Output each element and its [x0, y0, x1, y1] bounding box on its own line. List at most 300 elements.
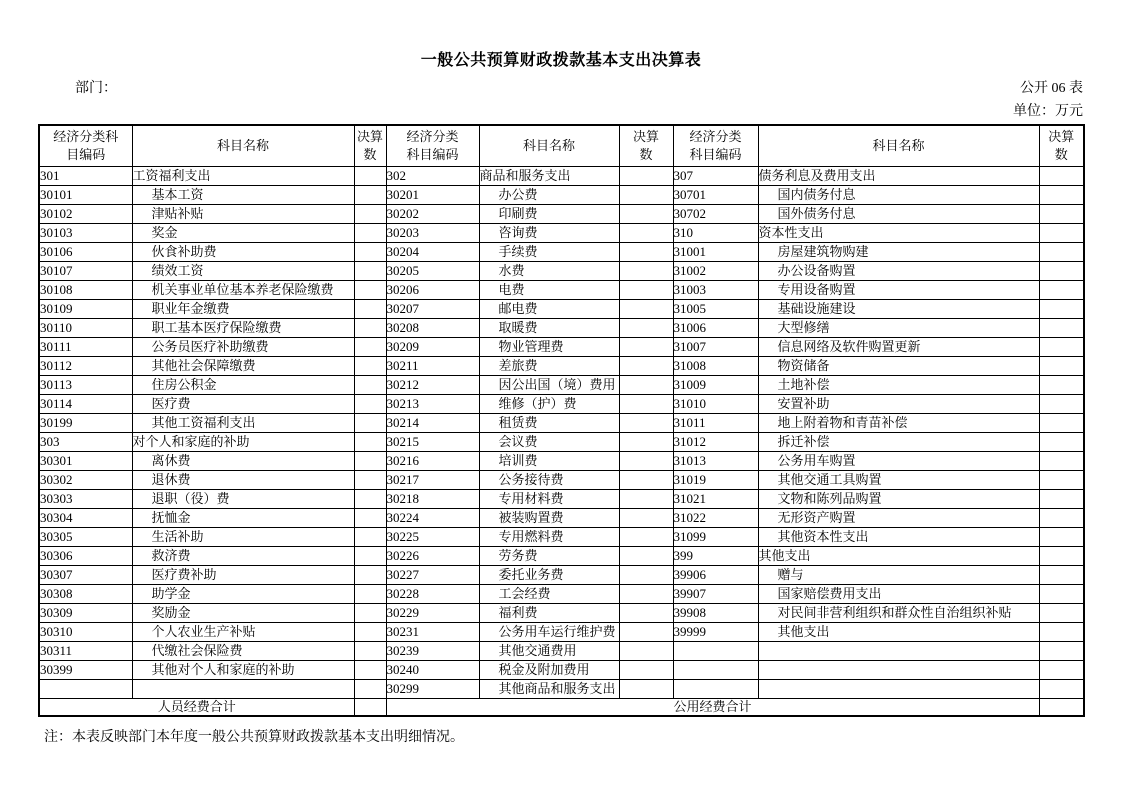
code-cell: 30307 [39, 565, 132, 584]
code-cell: 30305 [39, 527, 132, 546]
code-cell: 30306 [39, 546, 132, 565]
amount-cell [619, 337, 673, 356]
code-cell: 30107 [39, 261, 132, 280]
subject-name-cell: 对个人和家庭的补助 [132, 432, 354, 451]
amount-cell [354, 508, 386, 527]
subject-name-cell: 其他支出 [758, 546, 1039, 565]
subject-name-cell: 培训费 [479, 451, 619, 470]
table-row [39, 242, 1084, 261]
subject-name-cell: 其他交通工具购置 [758, 470, 1039, 489]
subject-name-cell: 公务员医疗补助缴费 [132, 337, 354, 356]
subject-name-cell: 拆迁补偿 [758, 432, 1039, 451]
table-row [39, 223, 1084, 242]
amount-cell [1039, 489, 1084, 508]
code-cell: 30202 [386, 204, 479, 223]
code-cell: 30205 [386, 261, 479, 280]
code-cell: 30199 [39, 413, 132, 432]
table-row [39, 337, 1084, 356]
amount-cell [354, 565, 386, 584]
amount-cell [354, 660, 386, 679]
amount-cell [1039, 679, 1084, 698]
subject-name-cell: 福利费 [479, 603, 619, 622]
amount-cell [619, 489, 673, 508]
subject-name-cell: 水费 [479, 261, 619, 280]
subject-name-cell: 其他资本性支出 [758, 527, 1039, 546]
amount-cell [619, 470, 673, 489]
table-row [39, 166, 1084, 185]
subject-name-cell: 委托业务费 [479, 565, 619, 584]
amount-cell [354, 489, 386, 508]
table-row [39, 375, 1084, 394]
table-row [39, 584, 1084, 603]
amount-cell [1039, 337, 1084, 356]
amount-cell [1039, 603, 1084, 622]
header-amount-2: 决算数 [619, 125, 673, 166]
amount-cell [619, 603, 673, 622]
amount-cell [1039, 394, 1084, 413]
code-cell: 30102 [39, 204, 132, 223]
subject-name-cell: 其他支出 [758, 622, 1039, 641]
amount-cell [619, 299, 673, 318]
amount-cell [619, 375, 673, 394]
subject-name-cell: 退休费 [132, 470, 354, 489]
code-cell: 30212 [386, 375, 479, 394]
header-row [39, 125, 1084, 166]
subject-name-cell: 信息网络及软件购置更新 [758, 337, 1039, 356]
amount-cell [1039, 432, 1084, 451]
subject-name-cell: 工资福利支出 [132, 166, 354, 185]
code-cell: 30216 [386, 451, 479, 470]
code-cell: 30110 [39, 318, 132, 337]
code-cell: 30207 [386, 299, 479, 318]
code-cell: 31001 [673, 242, 758, 261]
subject-name-cell: 工会经费 [479, 584, 619, 603]
subject-name-cell: 土地补偿 [758, 375, 1039, 394]
subject-name-cell [758, 641, 1039, 660]
amount-cell [1039, 280, 1084, 299]
amount-cell [1039, 565, 1084, 584]
subject-name-cell: 其他社会保障缴费 [132, 356, 354, 375]
header-amount-1: 决算数 [354, 125, 386, 166]
amount-cell [1039, 546, 1084, 565]
subject-name-cell: 取暖费 [479, 318, 619, 337]
amount-cell [619, 185, 673, 204]
amount-cell [1039, 204, 1084, 223]
code-cell: 31012 [673, 432, 758, 451]
subject-name-cell: 商品和服务支出 [479, 166, 619, 185]
amount-cell [354, 584, 386, 603]
code-cell: 31006 [673, 318, 758, 337]
code-cell: 31013 [673, 451, 758, 470]
amount-cell [619, 166, 673, 185]
subject-name-cell: 资本性支出 [758, 223, 1039, 242]
subject-name-cell: 职业年金缴费 [132, 299, 354, 318]
code-cell: 31010 [673, 394, 758, 413]
code-cell: 30217 [386, 470, 479, 489]
code-cell: 307 [673, 166, 758, 185]
header-name-3: 科目名称 [758, 125, 1039, 166]
amount-cell [619, 413, 673, 432]
amount-cell [354, 337, 386, 356]
table-row [39, 489, 1084, 508]
subject-name-cell: 公务用车购置 [758, 451, 1039, 470]
code-cell: 30203 [386, 223, 479, 242]
amount-cell [354, 204, 386, 223]
subject-name-cell: 津贴补贴 [132, 204, 354, 223]
table-row [39, 603, 1084, 622]
subject-name-cell: 房屋建筑物购建 [758, 242, 1039, 261]
subject-name-cell: 机关事业单位基本养老保险缴费 [132, 280, 354, 299]
amount-cell [354, 242, 386, 261]
amount-cell [1039, 299, 1084, 318]
code-cell: 31002 [673, 261, 758, 280]
code-cell: 30224 [386, 508, 479, 527]
table-row [39, 546, 1084, 565]
amount-cell [1039, 470, 1084, 489]
code-cell: 30215 [386, 432, 479, 451]
amount-cell [354, 451, 386, 470]
amount-cell [1039, 622, 1084, 641]
subject-name-cell: 赠与 [758, 565, 1039, 584]
amount-cell [1039, 451, 1084, 470]
amount-cell [354, 679, 386, 698]
amount-cell [619, 660, 673, 679]
table-body [39, 166, 1084, 698]
subject-name-cell: 印刷费 [479, 204, 619, 223]
amount-cell [619, 394, 673, 413]
amount-cell [354, 641, 386, 660]
subject-name-cell [758, 679, 1039, 698]
table-row [39, 413, 1084, 432]
subject-name-cell: 物资储备 [758, 356, 1039, 375]
code-cell: 30301 [39, 451, 132, 470]
code-cell: 31011 [673, 413, 758, 432]
subject-name-cell: 救济费 [132, 546, 354, 565]
table-row [39, 470, 1084, 489]
amount-cell [1039, 242, 1084, 261]
code-cell: 30701 [673, 185, 758, 204]
subject-name-cell: 伙食补助费 [132, 242, 354, 261]
subject-name-cell: 公务用车运行维护费 [479, 622, 619, 641]
totals-row [39, 698, 1084, 716]
code-cell: 31009 [673, 375, 758, 394]
code-cell: 31022 [673, 508, 758, 527]
code-cell: 30204 [386, 242, 479, 261]
table-row [39, 622, 1084, 641]
personnel-total-label: 人员经费合计 [39, 698, 354, 716]
subject-name-cell: 专用材料费 [479, 489, 619, 508]
code-cell: 30228 [386, 584, 479, 603]
code-cell: 30304 [39, 508, 132, 527]
table-row [39, 508, 1084, 527]
expenditure-table [38, 124, 1085, 717]
amount-cell [619, 451, 673, 470]
amount-cell [619, 565, 673, 584]
page-title: 一般公共预算财政拨款基本支出决算表 [420, 52, 702, 69]
amount-cell [354, 413, 386, 432]
code-cell: 30209 [386, 337, 479, 356]
code-cell: 30311 [39, 641, 132, 660]
unit-label: 单位：万元 [1013, 104, 1083, 119]
amount-cell [1039, 413, 1084, 432]
table-row [39, 280, 1084, 299]
subject-name-cell: 奖金 [132, 223, 354, 242]
amount-cell [354, 603, 386, 622]
subject-name-cell: 退职（役）费 [132, 489, 354, 508]
table-row [39, 527, 1084, 546]
subject-name-cell [758, 660, 1039, 679]
amount-cell [354, 432, 386, 451]
amount-cell [354, 470, 386, 489]
subject-name-cell: 代缴社会保险费 [132, 641, 354, 660]
subject-name-cell: 助学金 [132, 584, 354, 603]
amount-cell [619, 261, 673, 280]
table-row [39, 204, 1084, 223]
amount-cell [1039, 508, 1084, 527]
code-cell: 30702 [673, 204, 758, 223]
subject-name-cell: 手续费 [479, 242, 619, 261]
subject-name-cell: 奖励金 [132, 603, 354, 622]
subject-name-cell: 生活补助 [132, 527, 354, 546]
amount-cell [1039, 166, 1084, 185]
code-cell: 302 [386, 166, 479, 185]
code-cell: 39999 [673, 622, 758, 641]
subject-name-cell: 国外债务付息 [758, 204, 1039, 223]
table-row [39, 565, 1084, 584]
table-row [39, 261, 1084, 280]
header-code-3: 经济分类科目编码 [673, 125, 758, 166]
amount-cell [619, 432, 673, 451]
code-cell: 30239 [386, 641, 479, 660]
amount-cell [1039, 318, 1084, 337]
subject-name-cell: 债务利息及费用支出 [758, 166, 1039, 185]
code-cell: 30218 [386, 489, 479, 508]
code-cell: 30227 [386, 565, 479, 584]
amount-cell [354, 375, 386, 394]
code-cell: 30310 [39, 622, 132, 641]
amount-cell [1039, 375, 1084, 394]
code-cell: 30309 [39, 603, 132, 622]
code-cell: 30226 [386, 546, 479, 565]
amount-cell [1039, 356, 1084, 375]
subject-name-cell: 邮电费 [479, 299, 619, 318]
code-cell: 310 [673, 223, 758, 242]
subject-name-cell: 安置补助 [758, 394, 1039, 413]
amount-cell [354, 622, 386, 641]
subject-name-cell: 基础设施建设 [758, 299, 1039, 318]
table-row [39, 185, 1084, 204]
code-cell: 301 [39, 166, 132, 185]
subject-name-cell: 其他对个人和家庭的补助 [132, 660, 354, 679]
personnel-total-amount [354, 698, 386, 716]
subject-name-cell: 劳务费 [479, 546, 619, 565]
table-row [39, 432, 1084, 451]
amount-cell [1039, 261, 1084, 280]
subject-name-cell: 电费 [479, 280, 619, 299]
code-cell [673, 641, 758, 660]
subject-name-cell: 公务接待费 [479, 470, 619, 489]
code-cell: 30225 [386, 527, 479, 546]
amount-cell [619, 223, 673, 242]
code-cell: 31003 [673, 280, 758, 299]
amount-cell [619, 508, 673, 527]
subject-name-cell: 离休费 [132, 451, 354, 470]
amount-cell [354, 280, 386, 299]
meta-row [75, 77, 1083, 97]
public-total-label: 公用经费合计 [386, 698, 1039, 716]
code-cell: 31005 [673, 299, 758, 318]
code-cell [673, 679, 758, 698]
header-code-2: 经济分类科目编码 [386, 125, 479, 166]
public-total-amount [1039, 698, 1084, 716]
amount-cell [354, 166, 386, 185]
code-cell: 39906 [673, 565, 758, 584]
subject-name-cell: 其他交通费用 [479, 641, 619, 660]
amount-cell [354, 356, 386, 375]
amount-cell [354, 223, 386, 242]
amount-cell [354, 546, 386, 565]
subject-name-cell: 其他商品和服务支出 [479, 679, 619, 698]
subject-name-cell: 租赁费 [479, 413, 619, 432]
amount-cell [1039, 641, 1084, 660]
amount-cell [619, 280, 673, 299]
code-cell: 30106 [39, 242, 132, 261]
subject-name-cell: 抚恤金 [132, 508, 354, 527]
code-cell: 39907 [673, 584, 758, 603]
amount-cell [354, 261, 386, 280]
subject-name-cell: 其他工资福利支出 [132, 413, 354, 432]
subject-name-cell: 个人农业生产补贴 [132, 622, 354, 641]
amount-cell [1039, 660, 1084, 679]
table-row [39, 660, 1084, 679]
code-cell: 30109 [39, 299, 132, 318]
table-footer [39, 698, 1084, 716]
amount-cell [619, 641, 673, 660]
code-cell: 30101 [39, 185, 132, 204]
subject-name-cell: 差旅费 [479, 356, 619, 375]
footnote: 注：本表反映部门本年度一般公共预算财政拨款基本支出明细情况。 [44, 729, 464, 745]
amount-cell [619, 622, 673, 641]
subject-name-cell: 被装购置费 [479, 508, 619, 527]
amount-cell [354, 299, 386, 318]
subject-name-cell: 国家赔偿费用支出 [758, 584, 1039, 603]
code-cell: 30213 [386, 394, 479, 413]
amount-cell [354, 394, 386, 413]
amount-cell [619, 242, 673, 261]
header-amount-3: 决算数 [1039, 125, 1084, 166]
amount-cell [1039, 584, 1084, 603]
table-row [39, 318, 1084, 337]
table-header [39, 125, 1084, 166]
subject-name-cell: 会议费 [479, 432, 619, 451]
code-cell: 30308 [39, 584, 132, 603]
amount-cell [354, 527, 386, 546]
code-cell: 30206 [386, 280, 479, 299]
header-name-2: 科目名称 [479, 125, 619, 166]
subject-name-cell: 物业管理费 [479, 337, 619, 356]
amount-cell [619, 546, 673, 565]
code-cell: 30108 [39, 280, 132, 299]
code-cell: 30303 [39, 489, 132, 508]
code-cell: 31021 [673, 489, 758, 508]
subject-name-cell: 住房公积金 [132, 375, 354, 394]
code-cell: 31007 [673, 337, 758, 356]
table-row [39, 356, 1084, 375]
code-cell: 31008 [673, 356, 758, 375]
code-cell: 30103 [39, 223, 132, 242]
table-row [39, 679, 1084, 698]
subject-name-cell: 国内债务付息 [758, 185, 1039, 204]
code-cell: 303 [39, 432, 132, 451]
table-row [39, 299, 1084, 318]
subject-name-cell: 税金及附加费用 [479, 660, 619, 679]
table-row [39, 451, 1084, 470]
amount-cell [619, 356, 673, 375]
subject-name-cell [132, 679, 354, 698]
code-cell: 30201 [386, 185, 479, 204]
code-cell: 30231 [386, 622, 479, 641]
subject-name-cell: 基本工资 [132, 185, 354, 204]
amount-cell [1039, 527, 1084, 546]
table-code-label: 公开 06 表 [1020, 81, 1083, 96]
subject-name-cell: 地上附着物和青苗补偿 [758, 413, 1039, 432]
code-cell: 30112 [39, 356, 132, 375]
table-row [39, 394, 1084, 413]
subject-name-cell: 因公出国（境）费用 [479, 375, 619, 394]
subject-name-cell: 文物和陈列品购置 [758, 489, 1039, 508]
subject-name-cell: 咨询费 [479, 223, 619, 242]
header-code-1: 经济分类科目编码 [39, 125, 132, 166]
amount-cell [354, 318, 386, 337]
code-cell: 39908 [673, 603, 758, 622]
subject-name-cell: 绩效工资 [132, 261, 354, 280]
amount-cell [619, 204, 673, 223]
table-row [39, 641, 1084, 660]
code-cell: 31019 [673, 470, 758, 489]
subject-name-cell: 办公设备购置 [758, 261, 1039, 280]
code-cell: 30208 [386, 318, 479, 337]
amount-cell [619, 318, 673, 337]
subject-name-cell: 专用燃料费 [479, 527, 619, 546]
subject-name-cell: 维修（护）费 [479, 394, 619, 413]
header-name-1: 科目名称 [132, 125, 354, 166]
code-cell: 30302 [39, 470, 132, 489]
code-cell: 399 [673, 546, 758, 565]
code-cell: 30113 [39, 375, 132, 394]
subject-name-cell: 职工基本医疗保险缴费 [132, 318, 354, 337]
subject-name-cell: 无形资产购置 [758, 508, 1039, 527]
code-cell [673, 660, 758, 679]
subject-name-cell: 专用设备购置 [758, 280, 1039, 299]
code-cell: 30214 [386, 413, 479, 432]
code-cell: 30114 [39, 394, 132, 413]
amount-cell [619, 584, 673, 603]
code-cell: 30399 [39, 660, 132, 679]
amount-cell [619, 527, 673, 546]
amount-cell [619, 679, 673, 698]
code-cell: 30111 [39, 337, 132, 356]
amount-cell [1039, 223, 1084, 242]
code-cell: 30211 [386, 356, 479, 375]
department-label: 部门： [75, 81, 117, 96]
subject-name-cell: 医疗费 [132, 394, 354, 413]
amount-cell [1039, 185, 1084, 204]
code-cell: 31099 [673, 527, 758, 546]
code-cell: 30240 [386, 660, 479, 679]
unit-row [0, 100, 1083, 120]
code-cell [39, 679, 132, 698]
amount-cell [354, 185, 386, 204]
